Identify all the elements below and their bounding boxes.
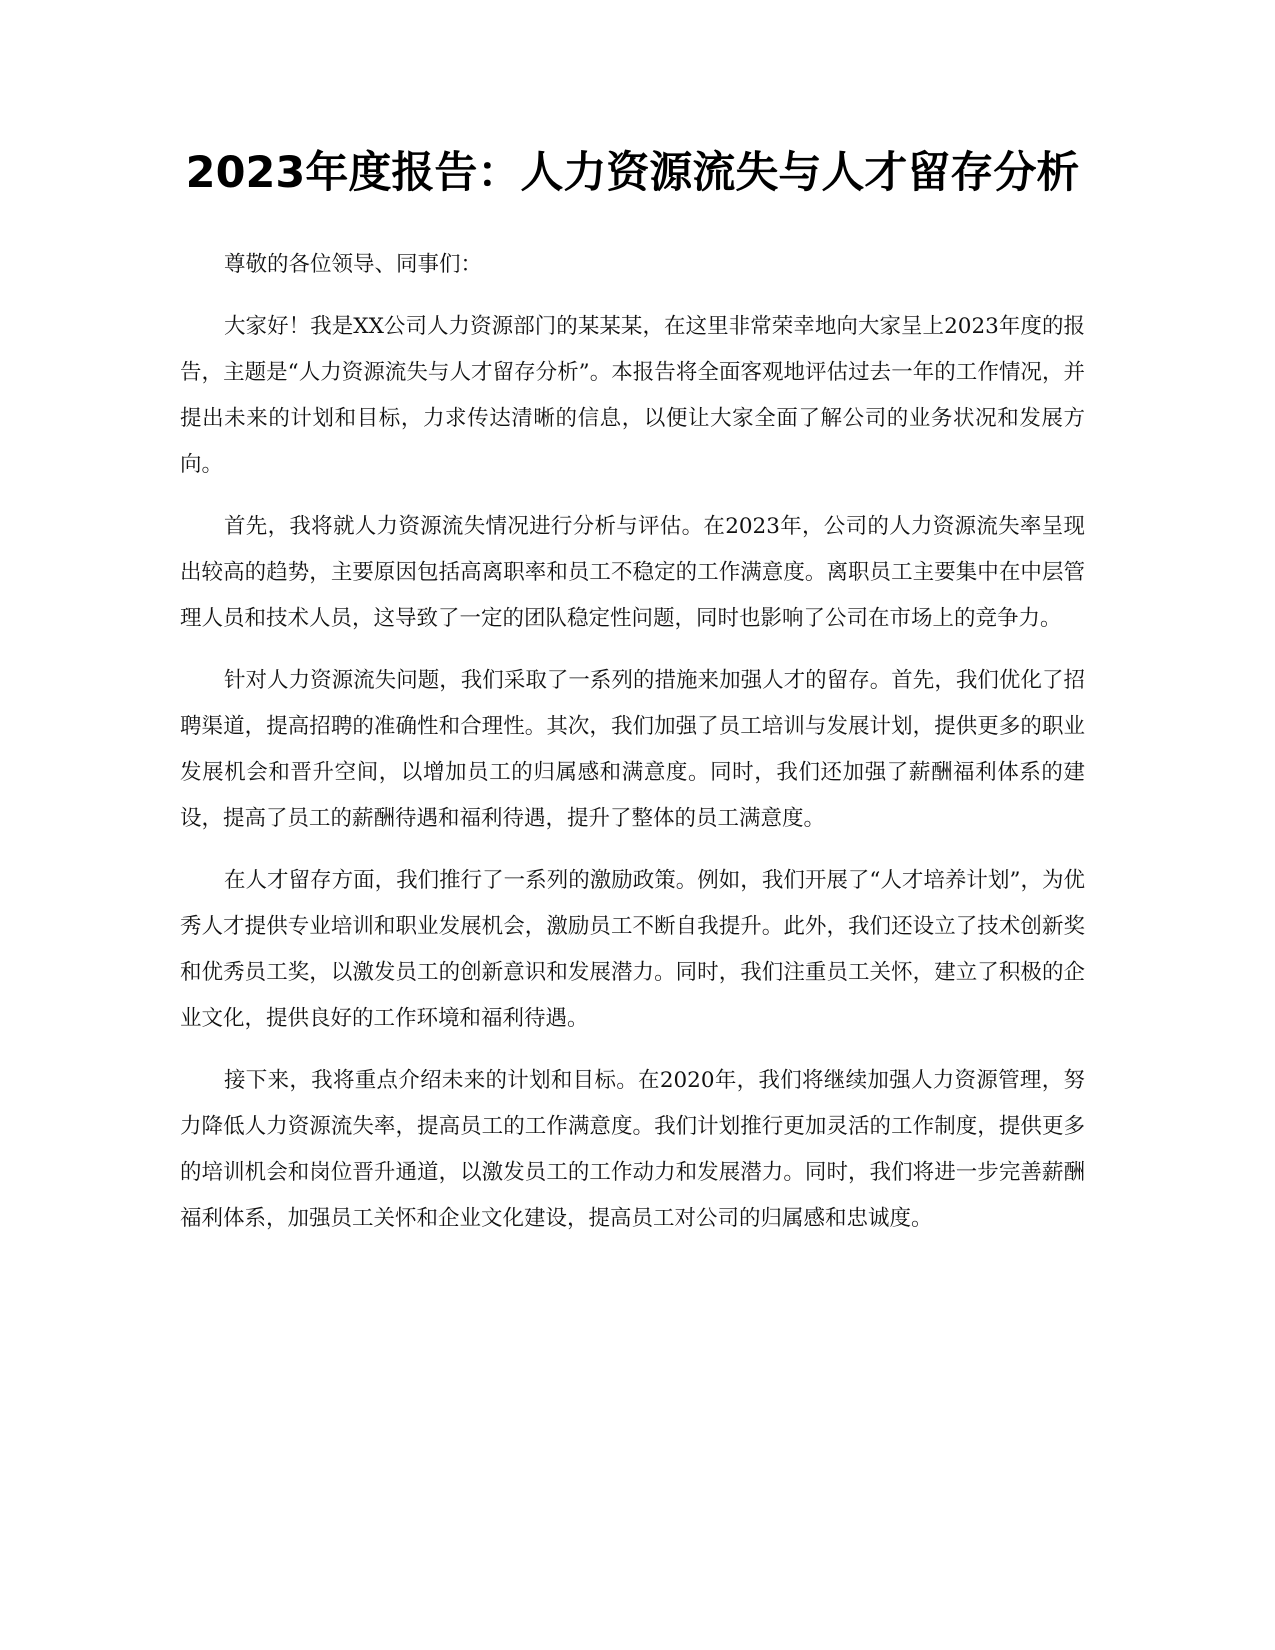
salutation: 尊敬的各位领导、同事们： (224, 252, 483, 277)
paragraph-incentive-policies: 在人才留存方面，我们推行了一系列的激励政策。例如，我们开展了“人才培养计划”，为优秀人才提供专业培训和职业发展机会，激励员工不断自我提升。此外，我们还设立了技术创新奖和优秀员工奖，以激发员工的创新意识和发展潜力。同时，我们注重员工关怀，建立了积极的企业文化，提供良好的工作环境和福利待遇。 (180, 868, 1085, 1031)
paragraph-future-plans: 接下来，我将重点介绍未来的计划和目标。在2020年，我们将继续加强人力资源管理，努力降低人力资源流失率，提高员工的工作满意度。我们计划推行更加灵活的工作制度，提供更多的培训机会和岗位晋升通道，以激发员工的工作动力和发展潜力。同时，我们将进一步完善薪酬福利体系，加强员工关怀和企业文化建设，提高员工对公司的归属感和忠诚度。 (180, 1068, 1085, 1231)
document-page (180, 138, 1085, 1242)
paragraph-greeting: 大家好！我是XX公司人力资源部门的某某某，在这里非常荣幸地向大家呈上2023年度的报告，主题是“人力资源流失与人才留存分析”。本报告将全面客观地评估过去一年的工作情况，并提出未来的计划和目标，力求传达清晰的信息，以便让大家全面了解公司的业务状况和发展方向。 (180, 314, 1085, 477)
paragraph-attrition-analysis: 首先，我将就人力资源流失情况进行分析与评估。在2023年，公司的人力资源流失率呈现出较高的趋势，主要原因包括高离职率和员工不稳定的工作满意度。离职员工主要集中在中层管理人员和技术人员，这导致了一定的团队稳定性问题，同时也影响了公司在市场上的竞争力。 (180, 514, 1085, 631)
document-title: 2023年度报告：人力资源流失与人才留存分析 (185, 148, 1080, 198)
paragraph-retention-measures: 针对人力资源流失问题，我们采取了一系列的措施来加强人才的留存。首先，我们优化了招聘渠道，提高招聘的准确性和合理性。其次，我们加强了员工培训与发展计划，提供更多的职业发展机会和晋升空间，以增加员工的归属感和满意度。同时，我们还加强了薪酬福利体系的建设，提高了员工的薪酬待遇和福利待遇，提升了整体的员工满意度。 (180, 668, 1085, 831)
